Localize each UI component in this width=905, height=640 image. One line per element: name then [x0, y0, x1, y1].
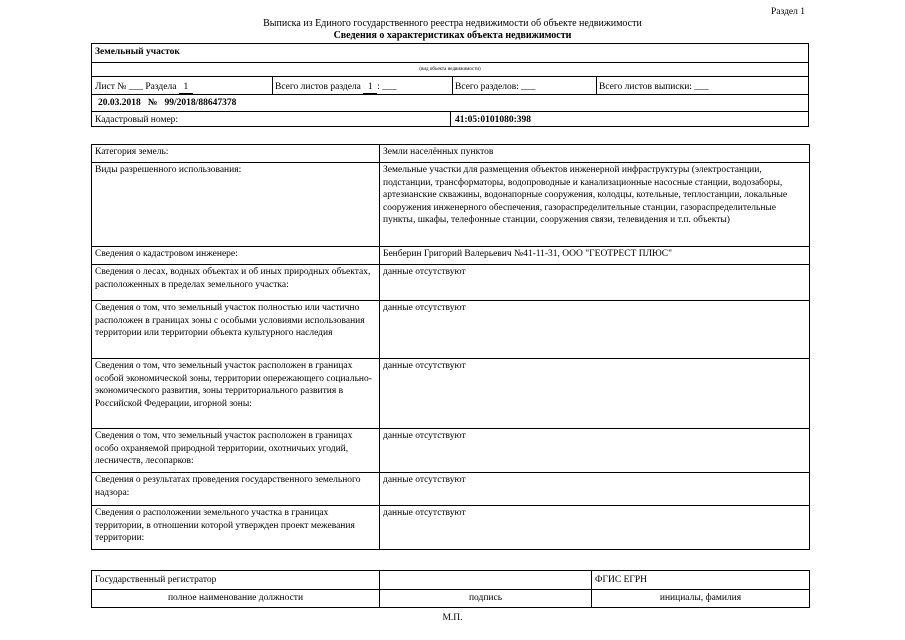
row-label: Сведения о расположении земельного участка в границах территории, в отношении которой утвержден проект межевания территории:	[92, 506, 380, 550]
row-value: Земли населённых пунктов	[380, 145, 810, 163]
table-row	[92, 473, 810, 506]
row-value: Земельные участки для размещения объектов инженерной инфраструктуры (электростанции, подстанции, трансформаторы, водопроводные и канализационные насосные станции, водозаборы, артезианские скважины, водонапорные сооружения, колодцы, котельные, теплостанции, локальные сооружения инженерного обеспечения, газораспределительные станции, газораспределительные пункты, шкафы, телефонные станции, сооружения связи, телевидения и т.п. объекты)	[380, 163, 810, 247]
document-title: Выписка из Единого государственного реестра недвижимости об объекте недвижимости	[263, 18, 642, 29]
document-date-number: 20.03.2018 № 99/2018/88647378	[98, 98, 237, 108]
object-type-caption: (вид объекта недвижимости)	[419, 67, 481, 72]
row-label: Сведения о том, что земельный участок полностью или частично расположен в границах зоны с особыми условиями использования территории или территории объекта культурного наследия	[92, 301, 380, 359]
row-label: Виды разрешенного использования:	[92, 163, 380, 247]
object-type: Земельный участок	[95, 47, 180, 57]
table-row	[92, 247, 810, 265]
registrar-position: Государственный регистратор	[92, 571, 380, 590]
row-value: данные отсутствуют	[380, 265, 810, 301]
table-row	[92, 265, 810, 301]
table-row	[92, 359, 810, 429]
caption-name: инициалы, фамилия	[592, 590, 810, 608]
table-row	[92, 163, 810, 247]
row-value: данные отсутствуют	[380, 301, 810, 359]
row-value: данные отсутствуют	[380, 359, 810, 429]
section-label: Раздел 1	[771, 7, 805, 17]
row-label: Категория земель:	[92, 145, 380, 163]
caption-position: полное наименование должности	[92, 590, 380, 608]
registrar-signature	[380, 571, 592, 590]
row-label: Сведения о кадастровом инженере:	[92, 247, 380, 265]
caption-signature: подпись	[380, 590, 592, 608]
total-sections: Всего разделов: ___	[455, 82, 536, 92]
row-label: Сведения о том, что земельный участок расположен в границах особо охраняемой природной территории, охотничьих угодий, лесничеств, лесопарков:	[92, 429, 380, 473]
row-value: данные отсутствуют	[380, 473, 810, 506]
row-label: Сведения о лесах, водных объектах и об иных природных объектах, расположенных в пределах земельного участка:	[92, 265, 380, 301]
table-row	[92, 429, 810, 473]
cadastral-number: 41:05:0101080:398	[455, 115, 531, 125]
row-label: Сведения о том, что земельный участок расположен в границах особой экономической зоны, территории опережающего социально-экономического развития, зоны территориального развития в Российской Федерации, игорной зоны:	[92, 359, 380, 429]
cadastral-label: Кадастровый номер:	[95, 115, 179, 125]
table-row	[92, 145, 810, 163]
total-sheets-section: Всего листов раздела 1 : ___	[275, 82, 397, 92]
stamp-label: М.П.	[442, 613, 463, 623]
document-subtitle: Сведения о характеристиках объекта недвижимости	[333, 30, 572, 41]
object-info-block	[91, 43, 809, 127]
row-label: Сведения о результатах проведения государственного земельного надзора:	[92, 473, 380, 506]
table-row	[92, 301, 810, 359]
sheet-number: Лист № ___ Раздела 1	[95, 81, 193, 94]
total-sheets-extract: Всего листов выписки: ___	[599, 82, 709, 92]
characteristics-table	[91, 144, 810, 550]
row-value: данные отсутствуют	[380, 429, 810, 473]
registrar-name: ФГИС ЕГРН	[592, 571, 810, 590]
signature-table	[91, 570, 810, 608]
row-value: Бенберин Григорий Валерьевич №41-11-31, ООО "ГЕОТРЕСТ ПЛЮС"	[380, 247, 810, 265]
table-row	[92, 506, 810, 550]
row-value: данные отсутствуют	[380, 506, 810, 550]
